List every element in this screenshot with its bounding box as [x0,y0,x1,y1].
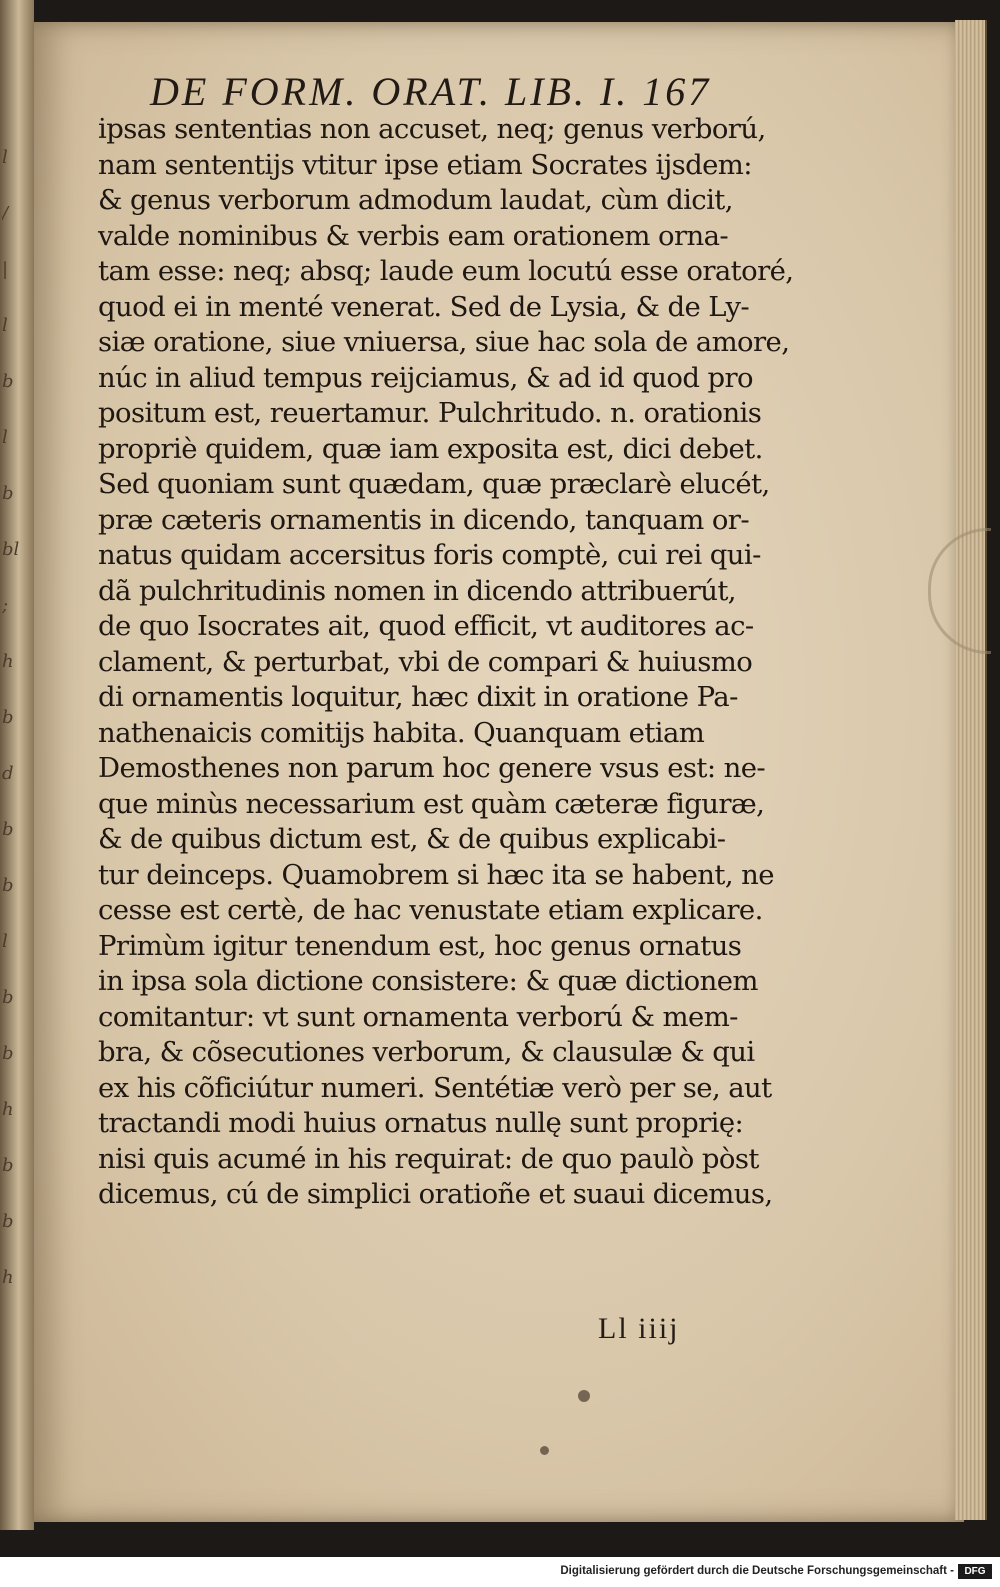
text-line: núc in aliud tempus reijciamus, & ad id quod pro [98,361,753,394]
text-line: Sed quoniam sunt quædam, quæ præclarè elucét, [98,468,770,500]
text-line: tractandi modi huius ornatus nullę sunt proprię: [98,1107,744,1139]
running-header: DE FORM. ORAT. LIB. I. 167 [150,69,712,114]
text-line: in ipsa sola dictione consistere: & quæ dictionem [98,965,758,997]
text-line: dicemus, cú de simplici oratioñe et suaui dicemus, [98,1178,773,1210]
text-line: ipsas sententias non accuset, neq; genus verború, [98,113,766,145]
text-line: dã pulchritudinis nomen in dicendo attribuerút, [98,574,736,607]
text-line: & de quibus dictum est, & de quibus explicabi- [98,823,726,855]
text-line: propriè quidem, quæ iam exposita est, dici debet. [98,432,763,465]
text-line: Demosthenes non parum hoc genere vsus est: ne- [98,752,766,784]
text-line: bra, & cõsecutiones verborum, & clausulæ & qui [98,1036,755,1068]
text-line: que minùs necessarium est quàm cæteræ figuræ, [98,787,765,820]
text-line: præ cæteris ornamentis in dicendo, tanquam or- [98,503,750,536]
ink-spot [578,1390,590,1402]
text-line: nisi quis acumé in his requirat: de quo paulò pòst [98,1142,759,1175]
text-line: valde nominibus & verbis eam orationem orna- [98,219,729,252]
left-margin-marks: l / | l b l b bl ; h b d b b l b b h b b h [2,147,20,1288]
dfg-logo: DFG [958,1564,992,1579]
text-line: di ornamentis loquitur, hæc dixit in oratione Pa- [98,681,738,713]
text-line: Primùm igitur tenendum est, hoc genus ornatus [98,929,742,962]
digitization-footer [0,1557,1000,1587]
text-line: comitantur: vt sunt ornamenta verború & mem- [98,1000,738,1033]
signature-mark: Ll iiij [598,1312,680,1345]
text-line: tam esse: neq; absq; laude eum locutú esse oratoré, [98,255,794,287]
text-line: tur deinceps. Quamobrem si hæc ita se habent, ne [98,858,774,891]
page-stack-edges [955,20,987,1520]
footer-credit-text: Digitalisierung gefördert durch die Deutsche Forschungsgemeinschaft - [560,1565,954,1577]
text-line: positum est, reuertamur. Pulchritudo. n. orationis [98,397,762,429]
text-line: & genus verborum admodum laudat, cùm dicit, [98,184,733,216]
text-line: ex his cõficiútur numeri. Sentétiæ verò per se, aut [98,1071,772,1104]
text-line: quod ei in menté venerat. Sed de Lysia, & de Ly- [98,290,750,323]
text-line: siæ oratione, siue vniuersa, siue hac sola de amore, [98,326,790,358]
left-facing-page-edge [0,0,34,1530]
main-text-block [98,112,794,1213]
text-line: de quo Isocrates ait, quod efficit, vt auditores ac- [98,610,754,642]
ink-spot [540,1446,549,1455]
text-line: cesse est certè, de hac venustate etiam explicare. [98,894,763,926]
text-line: nathenaicis comitijs habita. Quanquam etiam [98,716,705,749]
text-line: clament, & perturbat, vbi de compari & huiusmo [98,645,753,678]
text-line: nam sententijs vtitur ipse etiam Socrates ijsdem: [98,148,752,181]
text-line: natus quidam accersitus foris comptè, cui rei qui- [98,539,761,571]
